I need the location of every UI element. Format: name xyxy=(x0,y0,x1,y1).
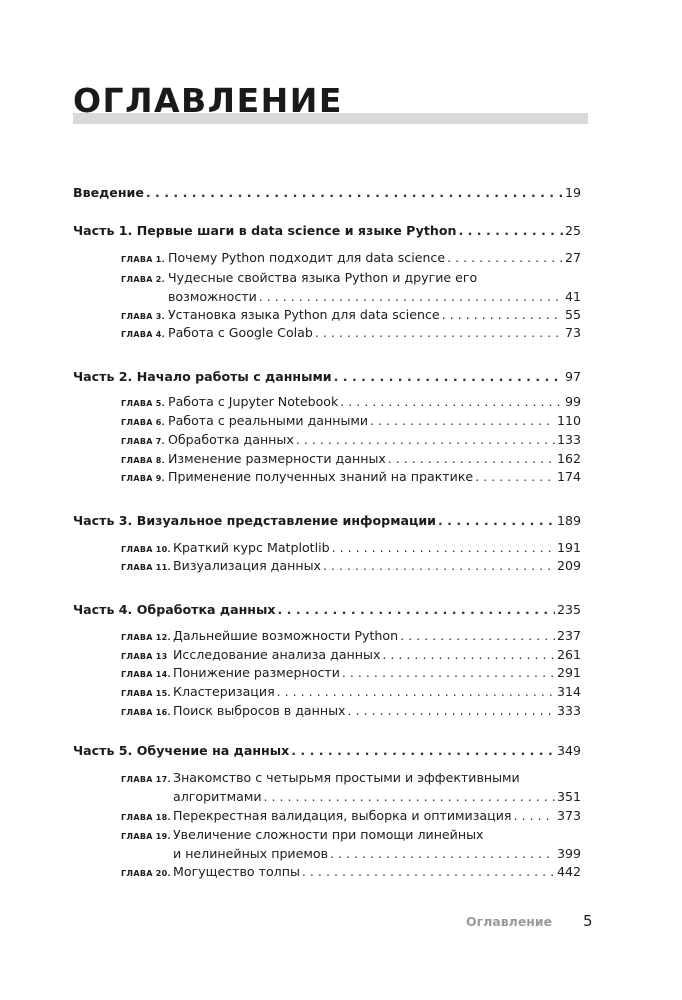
toc-entry-page: 174 xyxy=(556,469,581,484)
toc-entry-page: 110 xyxy=(556,413,581,428)
toc-chapter-entry[interactable] xyxy=(121,540,581,558)
toc-entry-page: 351 xyxy=(556,789,581,804)
running-footer-label: Оглавление xyxy=(466,914,553,929)
toc-entry-title: Изменение размерности данных xyxy=(168,451,386,466)
toc-entry-title: Установка языка Python для data science xyxy=(168,307,440,322)
toc-entry-title: Дальнейшие возможности Python xyxy=(173,628,399,643)
toc-entry-page: 291 xyxy=(556,665,581,680)
toc-entry-page: 349 xyxy=(556,743,581,758)
toc-chapter-entry-continued[interactable] xyxy=(173,846,581,862)
dot-leader xyxy=(302,864,555,880)
dot-leader xyxy=(388,451,555,467)
chapter-label: ГЛАВА 13 xyxy=(121,652,168,661)
dot-leader xyxy=(146,185,563,201)
dot-leader xyxy=(442,307,563,323)
dot-leader xyxy=(513,808,554,824)
toc-chapter-entry[interactable] xyxy=(121,469,581,487)
toc-entry-page: 41 xyxy=(564,289,581,304)
toc-entry-page: 261 xyxy=(556,647,581,662)
toc-entry-page: 25 xyxy=(564,223,581,238)
toc-chapter-entry[interactable] xyxy=(121,703,581,721)
toc-entry-page: 55 xyxy=(564,307,581,322)
dot-leader xyxy=(296,432,555,448)
toc-part-1-entry[interactable] xyxy=(73,223,581,239)
toc-entry-title: Знакомство с четырьмя простыми и эффективными xyxy=(173,770,520,785)
chapter-label: ГЛАВА 16. xyxy=(121,708,171,717)
chapter-label: ГЛАВА 20. xyxy=(121,869,171,878)
toc-entry-page: 99 xyxy=(564,394,581,409)
page-number: 5 xyxy=(583,912,593,930)
chapter-label: ГЛАВА 12. xyxy=(121,633,171,642)
chapter-label: ГЛАВА 11. xyxy=(121,563,171,572)
toc-chapter-entry[interactable] xyxy=(121,647,581,665)
dot-leader xyxy=(277,684,555,700)
toc-entry-title: Введение xyxy=(73,185,144,200)
toc-chapter-entry[interactable] xyxy=(121,325,581,343)
chapter-label: ГЛАВА 14. xyxy=(121,670,171,679)
toc-chapter-entry[interactable] xyxy=(121,684,581,702)
toc-entry-page: 189 xyxy=(556,513,581,528)
toc-entry-page: 399 xyxy=(556,846,581,861)
toc-entry-title: Поиск выбросов в данных xyxy=(173,703,346,718)
toc-entry-page: 237 xyxy=(556,628,581,643)
toc-entry-title: Визуализация данных xyxy=(173,558,321,573)
toc-entry-page: 373 xyxy=(556,808,581,823)
toc-chapter-entry[interactable] xyxy=(121,665,581,683)
chapter-label: ГЛАВА 4. xyxy=(121,330,166,339)
toc-entry-title-continued: и нелинейных приемов xyxy=(173,846,328,861)
toc-entry-title: Часть 4. Обработка данных xyxy=(73,602,276,617)
toc-entry-title-continued: алгоритмами xyxy=(173,789,262,804)
toc-entry-page: 27 xyxy=(564,250,581,265)
chapter-label: ГЛАВА 10. xyxy=(121,545,171,554)
toc-entry-title: Работа с Jupyter Notebook xyxy=(168,394,339,409)
dot-leader xyxy=(291,743,555,759)
toc-part-4-entry[interactable] xyxy=(73,602,581,618)
toc-intro-entry[interactable] xyxy=(73,185,581,201)
toc-entry-page: 235 xyxy=(556,602,581,617)
toc-chapter-entry[interactable] xyxy=(121,307,581,325)
toc-chapter-entry-continued[interactable] xyxy=(168,289,581,305)
toc-entry-title: Часть 2. Начало работы с данными xyxy=(73,369,332,384)
toc-entry-title: Часть 3. Визуальное представление информации xyxy=(73,513,436,528)
toc-chapter-entry[interactable] xyxy=(121,250,581,268)
toc-chapter-entry[interactable] xyxy=(121,770,581,788)
toc-entry-title: Могущество толпы xyxy=(173,864,300,879)
dot-leader xyxy=(342,665,555,681)
toc-entry-title: Понижение размерности xyxy=(173,665,340,680)
toc-entry-title: Применение полученных знаний на практике xyxy=(168,469,474,484)
dot-leader xyxy=(259,289,563,305)
toc-entry-title: Перекрестная валидация, выборка и оптимизация xyxy=(173,808,512,823)
toc-chapter-entry[interactable] xyxy=(121,394,581,412)
dot-leader xyxy=(340,394,563,410)
toc-entry-page: 133 xyxy=(556,432,581,447)
toc-entry-title: Почему Python подходит для data science xyxy=(168,250,446,265)
toc-entry-page: 314 xyxy=(556,684,581,699)
chapter-label: ГЛАВА 6. xyxy=(121,418,166,427)
chapter-label: ГЛАВА 3. xyxy=(121,312,166,321)
toc-chapter-entry[interactable] xyxy=(121,270,581,288)
toc-entry-title: Кластеризация xyxy=(173,684,275,699)
page-title: ОГЛАВЛЕНИЕ xyxy=(73,81,343,120)
chapter-label: ГЛАВА 15. xyxy=(121,689,171,698)
toc-entry-title: Увеличение сложности при помощи линейных xyxy=(173,827,484,842)
dot-leader xyxy=(348,703,555,719)
dot-leader xyxy=(264,789,555,805)
toc-entry-page: 442 xyxy=(556,864,581,879)
chapter-label: ГЛАВА 2. xyxy=(121,275,166,284)
toc-chapter-entry[interactable] xyxy=(121,413,581,431)
chapter-label: ГЛАВА 8. xyxy=(121,456,166,465)
toc-entry-title: Краткий курс Matplotlib xyxy=(173,540,330,555)
dot-leader xyxy=(458,223,563,239)
toc-chapter-entry[interactable] xyxy=(121,558,581,576)
toc-entry-title: Обработка данных xyxy=(168,432,294,447)
dot-leader xyxy=(323,558,555,574)
toc-entry-page: 209 xyxy=(556,558,581,573)
toc-chapter-entry[interactable] xyxy=(121,628,581,646)
toc-entry-page: 191 xyxy=(556,540,581,555)
dot-leader xyxy=(438,513,555,529)
toc-entry-title: Чудесные свойства языка Python и другие его xyxy=(168,270,478,285)
toc-entry-title: Часть 1. Первые шаги в data science и языке Python xyxy=(73,223,457,238)
toc-entry-page: 97 xyxy=(564,369,581,384)
toc-entry-page: 333 xyxy=(556,703,581,718)
toc-part-5-entry[interactable] xyxy=(73,743,581,759)
chapter-label: ГЛАВА 1. xyxy=(121,255,166,264)
toc-entry-page: 162 xyxy=(556,451,581,466)
toc-chapter-entry[interactable] xyxy=(121,864,581,882)
dot-leader xyxy=(370,413,555,429)
dot-leader xyxy=(330,846,555,862)
toc-chapter-entry[interactable] xyxy=(121,827,581,845)
toc-entry-page: 73 xyxy=(564,325,581,340)
toc-entry-title-continued: возможности xyxy=(168,289,257,304)
chapter-label: ГЛАВА 9. xyxy=(121,474,166,483)
chapter-label: ГЛАВА 19. xyxy=(121,832,171,841)
chapter-label: ГЛАВА 5. xyxy=(121,399,166,408)
toc-chapter-entry[interactable] xyxy=(121,451,581,469)
toc-part-3-entry[interactable] xyxy=(73,513,581,529)
dot-leader xyxy=(315,325,563,341)
toc-entry-title: Исследование анализа данных xyxy=(173,647,381,662)
dot-leader xyxy=(447,250,563,266)
chapter-label: ГЛАВА 18. xyxy=(121,813,171,822)
chapter-label: ГЛАВА 7. xyxy=(121,437,166,446)
dot-leader xyxy=(278,602,555,618)
dot-leader xyxy=(382,647,555,663)
dot-leader xyxy=(332,540,555,556)
toc-entry-title: Работа с реальными данными xyxy=(168,413,369,428)
toc-chapter-entry[interactable] xyxy=(121,808,581,826)
dot-leader xyxy=(400,628,555,644)
toc-chapter-entry-continued[interactable] xyxy=(173,789,581,805)
toc-entry-title: Часть 5. Обучение на данных xyxy=(73,743,290,758)
chapter-label: ГЛАВА 17. xyxy=(121,775,171,784)
toc-part-2-entry[interactable] xyxy=(73,369,581,385)
dot-leader xyxy=(334,369,563,385)
toc-chapter-entry[interactable] xyxy=(121,432,581,450)
dot-leader xyxy=(475,469,555,485)
toc-entry-title: Работа с Google Colab xyxy=(168,325,313,340)
toc-entry-page: 19 xyxy=(564,185,581,200)
